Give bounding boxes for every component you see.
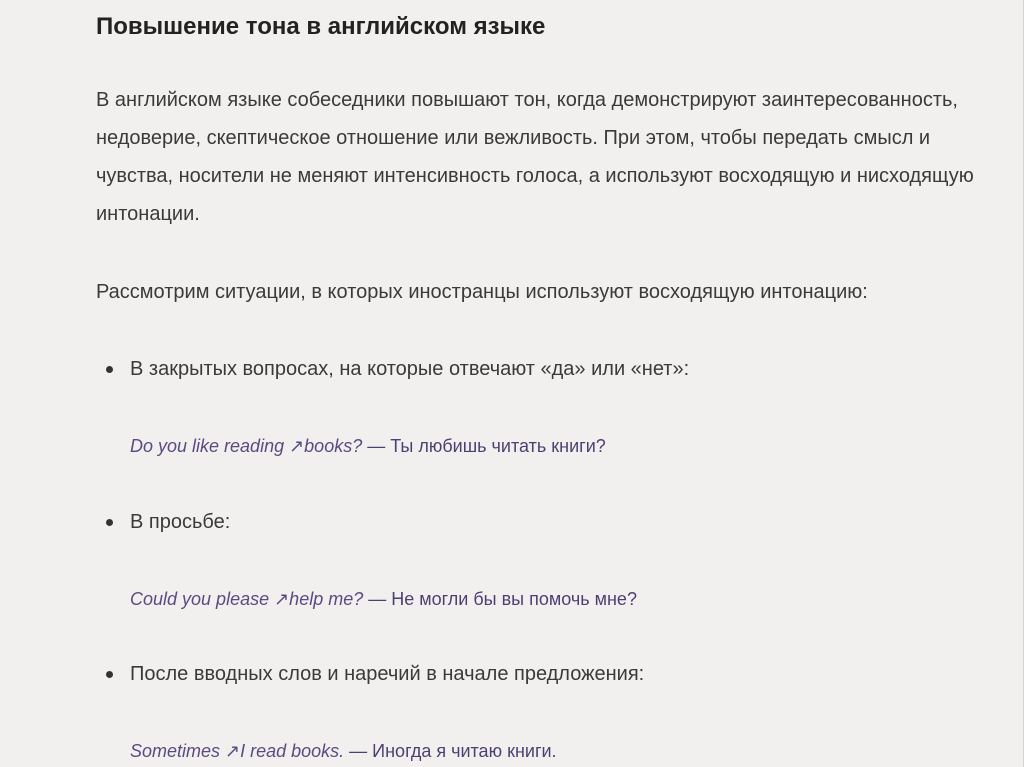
page-title: Повышение тона в английском языке <box>96 13 546 40</box>
example-translation: — Не могли бы вы помочь мне? <box>363 589 637 609</box>
example-english: Do you like reading ↗books? <box>130 436 363 456</box>
lead-paragraph: Рассмотрим ситуации, в которых иностранцы используют восходящую интонацию: <box>96 281 868 303</box>
example-translation: — Ты любишь читать книги? <box>362 436 606 456</box>
example-english: Could you please ↗help me? <box>130 589 364 609</box>
example-translation: — Иногда я читаю книги. <box>344 741 557 761</box>
bullet-icon <box>106 671 113 678</box>
list-item-label: В закрытых вопросах, на которые отвечают «да» или «нет»: <box>130 358 690 380</box>
list-item-label: После вводных слов и наречий в начале предложения: <box>130 663 645 685</box>
intro-paragraph: В английском языке собеседники повышают тон, когда демонстрируют заинтересованность, недоверие, скептическое отношение или вежливость. При этом, чтобы передать смысл и чувства, носители не меняют интенсивность голоса, а используют восходящую и нисходящую интонации. <box>96 89 974 225</box>
bullet-icon <box>106 519 113 526</box>
example-sentence <box>130 737 557 765</box>
example-english: Sometimes ↗I read books. <box>130 741 345 761</box>
list-item-label: В просьбе: <box>130 511 231 533</box>
bullet-icon <box>106 366 113 373</box>
example-sentence <box>130 585 637 613</box>
example-sentence <box>130 432 606 460</box>
